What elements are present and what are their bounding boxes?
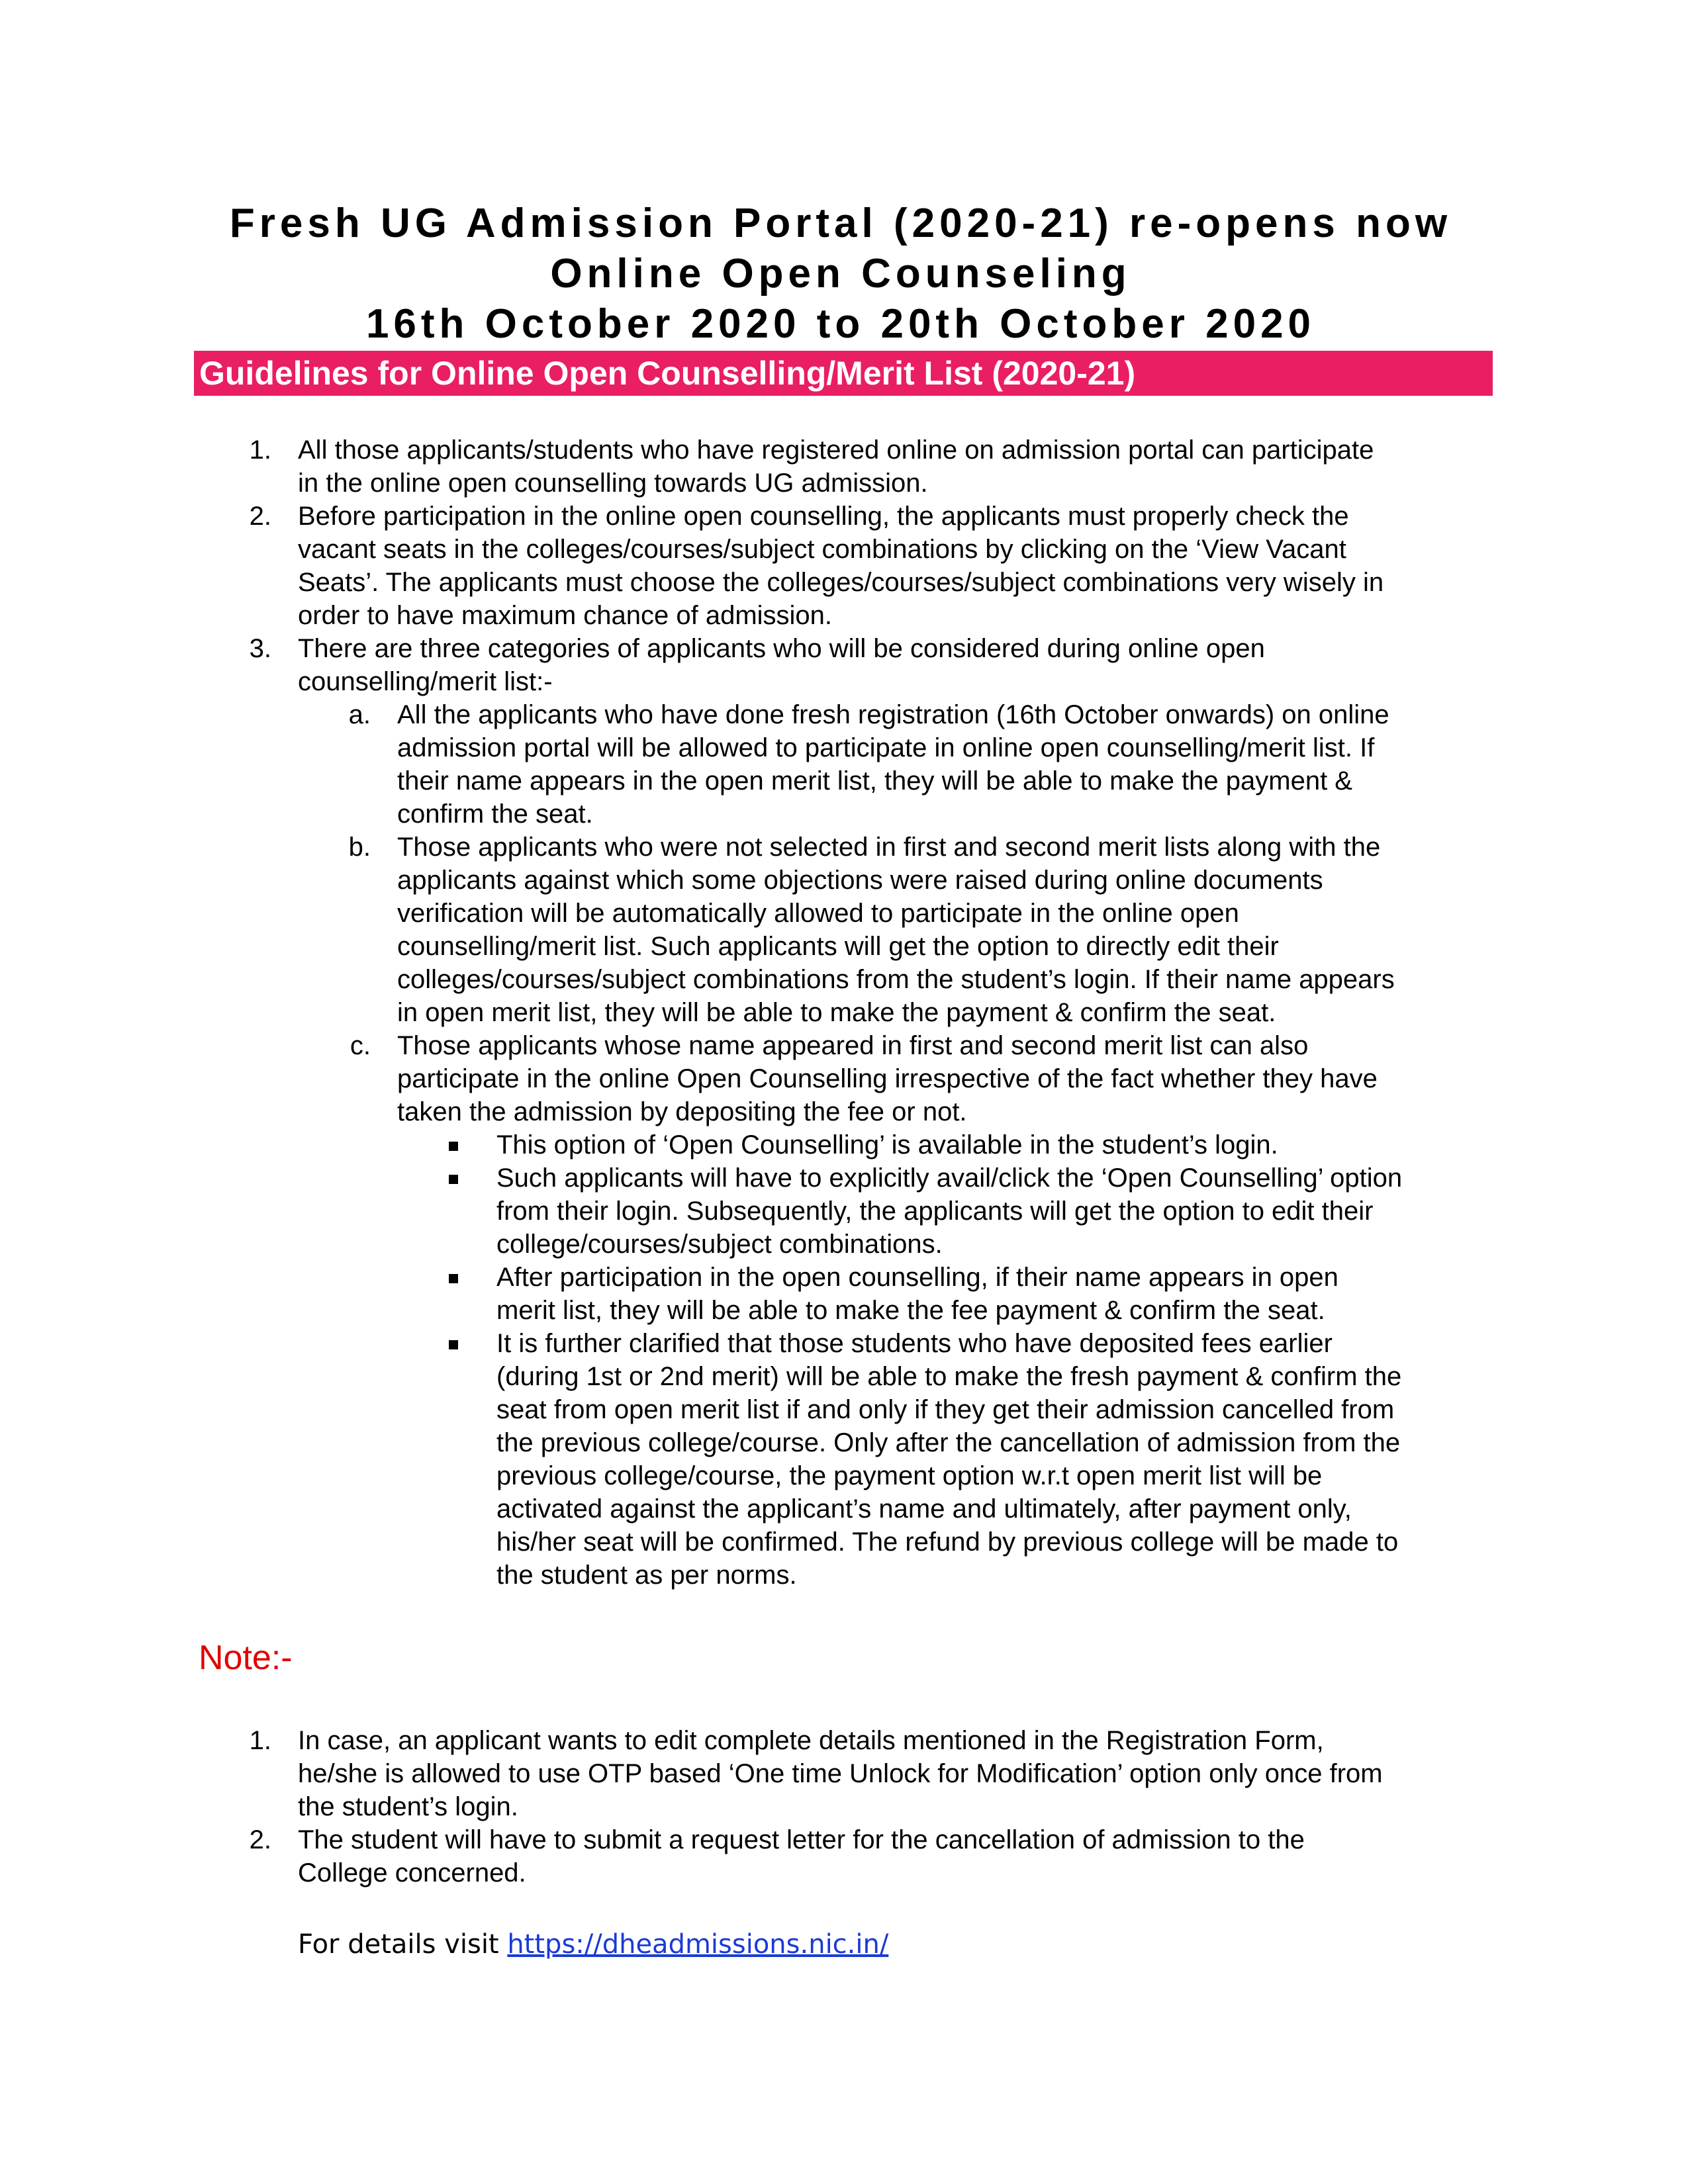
text-line: from their login. Subsequently, the applicants will get the option to edit their <box>496 1197 1374 1226</box>
text-line: taken the admission by depositing the fee or not. <box>397 1097 967 1126</box>
title-line-1: Fresh UG Admission Portal (2020-21) re-opens now <box>229 201 1452 246</box>
text-line: colleges/courses/subject combinations from the student’s login. If their name appears <box>397 965 1395 994</box>
text-line: It is further clarified that those students who have deposited fees earlier <box>496 1329 1333 1358</box>
text-line: seat from open merit list if and only if they get their admission cancelled from <box>496 1395 1395 1424</box>
text-line: merit list, they will be able to make the fee payment & confirm the seat. <box>496 1296 1325 1325</box>
footer-details <box>298 1926 888 1963</box>
list-number: 1. <box>249 435 271 465</box>
text-line: counselling/merit list. Such applicants will get the option to directly edit their <box>397 932 1279 961</box>
list-number: 3. <box>249 634 271 663</box>
text-line: activated against the applicant’s name and ultimately, after payment only, <box>496 1494 1352 1524</box>
text-line: college/courses/subject combinations. <box>496 1230 943 1259</box>
title-block <box>192 199 1489 349</box>
text-line: the previous college/course. Only after the cancellation of admission from the <box>496 1428 1401 1457</box>
text-line: Those applicants who were not selected in first and second merit lists along with the <box>397 833 1381 862</box>
text-line: in open merit list, they will be able to make the payment & confirm the seat. <box>397 998 1276 1027</box>
sub-list-letter: c. <box>350 1031 371 1060</box>
text-line: their name appears in the open merit list, they will be able to make the payment & <box>397 766 1352 796</box>
note-heading: Note:- <box>199 1639 293 1677</box>
square-bullet-icon <box>449 1142 458 1151</box>
text-line: the student as per norms. <box>496 1561 797 1590</box>
text-line: in the online open counselling towards UG admission. <box>298 469 928 498</box>
square-bullet-icon <box>449 1175 458 1184</box>
text-line: Seats’. The applicants must choose the colleges/courses/subject combinations very wisely in <box>298 568 1384 597</box>
text-line: All those applicants/students who have registered online on admission portal can participate <box>298 435 1374 465</box>
text-line: This option of ‘Open Counselling’ is available in the student’s login. <box>496 1130 1278 1160</box>
text-line: After participation in the open counselling, if their name appears in open <box>496 1263 1338 1292</box>
sub-list-letter: b. <box>348 833 371 862</box>
text-line: Such applicants will have to explicitly avail/click the ‘Open Counselling’ option <box>496 1163 1403 1193</box>
text-line: Before participation in the online open counselling, the applicants must properly check the <box>298 502 1349 531</box>
text-line: All the applicants who have done fresh registration (16th October onwards) on online <box>397 700 1389 729</box>
title-line-2: Online Open Counseling <box>550 251 1131 296</box>
text-line: admission portal will be allowed to participate in online open counselling/merit list. If <box>397 733 1375 762</box>
square-bullet-icon <box>449 1274 458 1283</box>
text-line: The student will have to submit a request letter for the cancellation of admission to the <box>298 1825 1305 1854</box>
list-number: 1. <box>249 1726 271 1755</box>
text-line: vacant seats in the colleges/courses/subject combinations by clicking on the ‘View Vacant <box>298 535 1346 564</box>
sub-list-letter: a. <box>348 700 371 729</box>
text-line: College concerned. <box>298 1858 526 1888</box>
footer-prefix: For details visit <box>298 1929 508 1960</box>
title-line-3: 16th October 2020 to 20th October 2020 <box>365 301 1316 347</box>
square-bullet-icon <box>449 1340 458 1349</box>
text-line: his/her seat will be confirmed. The refund by previous college will be made to <box>496 1527 1399 1557</box>
text-line: There are three categories of applicants who will be considered during online open <box>298 634 1265 663</box>
text-line: In case, an applicant wants to edit complete details mentioned in the Registration Form, <box>298 1726 1324 1755</box>
list-number: 2. <box>249 1825 271 1854</box>
text-line: applicants against which some objections were raised during online documents <box>397 866 1323 895</box>
text-line: order to have maximum chance of admission. <box>298 601 833 630</box>
guidelines-banner: Guidelines for Online Open Counselling/Merit List (2020-21) <box>194 351 1493 396</box>
text-line: counselling/merit list:- <box>298 667 553 696</box>
text-line: previous college/course, the payment option w.r.t open merit list will be <box>496 1461 1323 1490</box>
text-line: Those applicants whose name appeared in first and second merit list can also <box>397 1031 1309 1060</box>
list-number: 2. <box>249 502 271 531</box>
admissions-portal-link[interactable]: https://dheadmissions.nic.in/ <box>507 1929 889 1960</box>
text-line: the student’s login. <box>298 1792 518 1821</box>
text-line: confirm the seat. <box>397 799 593 829</box>
text-line: he/she is allowed to use OTP based ‘One time Unlock for Modification’ option only once from <box>298 1759 1383 1788</box>
text-line: participate in the online Open Counselling irrespective of the fact whether they have <box>397 1064 1378 1093</box>
text-line: (during 1st or 2nd merit) will be able to make the fresh payment & confirm the <box>496 1362 1402 1391</box>
text-line: verification will be automatically allowed to participate in the online open <box>397 899 1239 928</box>
